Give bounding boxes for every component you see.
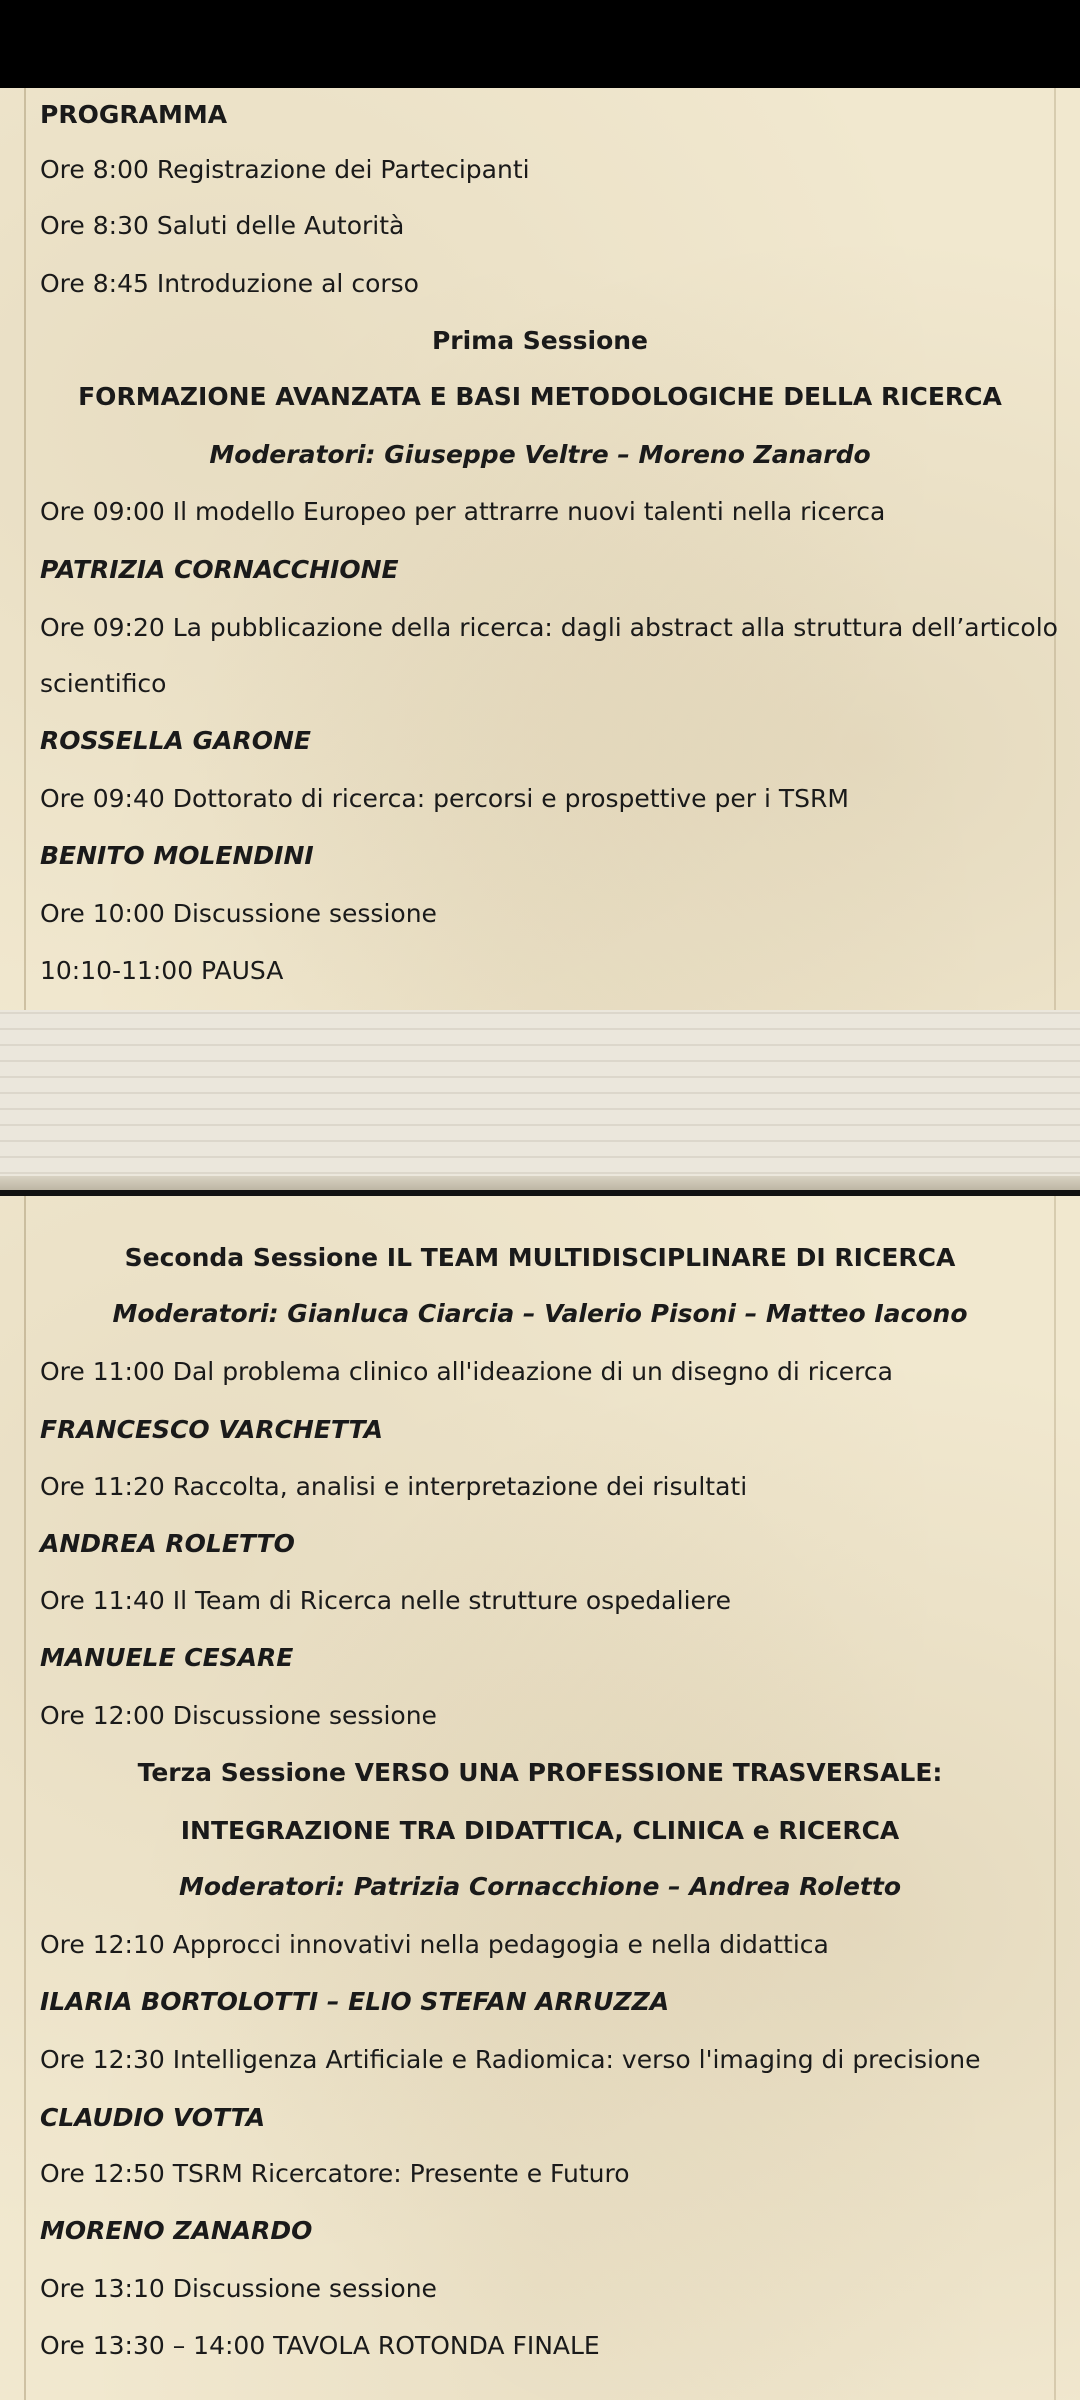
talk-item: Ore 11:00 Dal problema clinico all'ideazione di un disegno di ricerca — [40, 1357, 893, 1386]
discussion-item: Ore 13:10 Discussione sessione — [40, 2274, 437, 2303]
talk-item: Ore 12:10 Approcci innovativi nella pedagogia e nella didattica — [40, 1930, 829, 1959]
program-page-1 — [0, 88, 1080, 1190]
speaker-name: BENITO MOLENDINI — [40, 841, 314, 870]
speaker-name: ROSSELLA GARONE — [40, 726, 311, 755]
speaker-name: CLAUDIO VOTTA — [40, 2103, 266, 2132]
program-page-2 — [0, 1196, 1080, 2400]
page-left-rule — [24, 1196, 26, 2400]
session-subtitle: FORMAZIONE AVANZATA E BASI METODOLOGICHE DELLA RICERCA — [78, 382, 1002, 411]
session-moderators: Moderatori: Gianluca Ciarcia – Valerio Pisoni – Matteo Iacono — [112, 1299, 968, 1328]
discussion-item: Ore 10:00 Discussione sessione — [40, 899, 437, 928]
talk-item: Ore 12:50 TSRM Ricercatore: Presente e Futuro — [40, 2159, 630, 2188]
schedule-item: Ore 8:00 Registrazione dei Partecipanti — [40, 155, 530, 184]
schedule-item: Ore 8:45 Introduzione al corso — [40, 269, 419, 298]
talk-item: Ore 11:40 Il Team di Ricerca nelle strutture ospedaliere — [40, 1586, 732, 1615]
talk-item: Ore 11:20 Raccolta, analisi e interpretazione dei risultati — [40, 1472, 748, 1501]
speaker-name: FRANCESCO VARCHETTA — [40, 1415, 384, 1444]
talk-item: Ore 09:40 Dottorato di ricerca: percorsi e prospettive per i TSRM — [40, 784, 849, 813]
discussion-item: Ore 12:00 Discussione sessione — [40, 1701, 437, 1730]
speaker-name: ILARIA BORTOLOTTI – ELIO STEFAN ARRUZZA — [40, 1987, 670, 2016]
session-subtitle: INTEGRAZIONE TRA DIDATTICA, CLINICA e RICERCA — [180, 1816, 900, 1845]
speaker-name: MANUELE CESARE — [40, 1643, 294, 1672]
session-moderators: Moderatori: Giuseppe Veltre – Moreno Zanardo — [209, 440, 871, 469]
schedule-item: Ore 8:30 Saluti delle Autorità — [40, 211, 405, 240]
programma-heading: PROGRAMMA — [40, 100, 228, 129]
talk-item-continued: scientifico — [40, 669, 167, 698]
talk-item: Ore 09:00 Il modello Europeo per attrarre nuovi talenti nella ricerca — [40, 497, 886, 526]
session-title: Seconda Sessione IL TEAM MULTIDISCIPLINARE DI RICERCA — [124, 1243, 956, 1272]
break-item: 10:10-11:00 PAUSA — [40, 956, 284, 985]
page-right-rule — [1054, 1196, 1056, 2400]
speaker-name: MORENO ZANARDO — [40, 2216, 313, 2245]
talk-item: Ore 12:30 Intelligenza Artificiale e Radiomica: verso l'imaging di precisione — [40, 2045, 981, 2074]
session-title: Prima Sessione — [431, 326, 649, 355]
talk-item: Ore 09:20 La pubblicazione della ricerca: dagli abstract alla struttura dell’articolo — [40, 613, 1058, 642]
session-title: Terza Sessione VERSO UNA PROFESSIONE TRASVERSALE: — [137, 1758, 943, 1787]
session-moderators: Moderatori: Patrizia Cornacchione – Andrea Roletto — [178, 1872, 901, 1901]
page-bottom-manuscript-strip — [0, 1010, 1080, 1190]
round-table-item: Ore 13:30 – 14:00 TAVOLA ROTONDA FINALE — [40, 2331, 600, 2360]
speaker-name: ANDREA ROLETTO — [40, 1529, 295, 1558]
top-black-bar — [0, 0, 1080, 88]
speaker-name: PATRIZIA CORNACCHIONE — [40, 555, 399, 584]
